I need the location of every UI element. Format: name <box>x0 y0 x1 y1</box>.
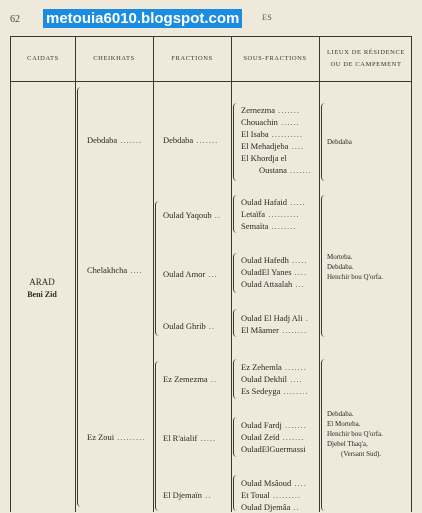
brace-oulad-yaqoub <box>233 195 239 233</box>
sous-fraction-item: Oulad Hafedh ..... <box>241 255 308 265</box>
sous-fraction-item: Oulad Dekhil .... <box>241 374 303 384</box>
sous-fraction-item: Oulad Fardj ....... <box>241 420 307 430</box>
sous-fraction-item: Oulad Hafaid ..... <box>241 197 306 207</box>
header-lieux <box>319 37 413 81</box>
brace-oulad-amor <box>233 253 239 293</box>
lieu-line: Djebel Thaq'a, <box>327 440 368 448</box>
brace-oulad-ghrib <box>233 309 239 337</box>
fraction-oulad-amor: Oulad Amor ... <box>163 269 218 279</box>
sous-fraction-item: El Mehadjeba .... <box>241 141 305 151</box>
lieu-line: Henchir bou Q'orfa. <box>327 430 383 438</box>
cheikhat-ez-zoui: Ez Zoui ......... <box>87 432 146 442</box>
fraction-el-djemain: El Djemaïn .. <box>163 490 212 500</box>
sous-fraction-item: Zernezma ....... <box>241 105 300 115</box>
sous-fraction-item: OuladEl Yanes .... <box>241 267 308 277</box>
sous-fraction-item: Et Toual ......... <box>241 490 302 500</box>
sous-fraction-item: Es Sedeyga ........ <box>241 386 309 396</box>
sous-fraction-item: El Mâamer ........ <box>241 325 308 335</box>
caidat-brace <box>77 87 83 507</box>
lieu-line: (Versant Sud). <box>341 450 382 458</box>
header-fractions: FRACTIONS <box>171 55 213 62</box>
column-rule <box>153 37 154 512</box>
sous-fraction-item: OuladElGuermassi <box>241 444 306 454</box>
sous-fraction-item: Oustana ....... <box>259 165 312 175</box>
header-cheikhats: CHEIKHATS <box>93 55 135 62</box>
header-lieux-line1: LIEUX DE RÉSIDENCE <box>327 49 405 56</box>
fraction-oulad-yaqoub: Oulad Yaqoub .. <box>163 210 222 220</box>
sous-fraction-item: Oulad El Hadj Ali . <box>241 313 309 323</box>
watermark: metouia6010.blogspot.com <box>43 9 242 28</box>
sous-fraction-item: Oulad Zeïd ....... <box>241 432 305 442</box>
column-rule <box>231 37 232 512</box>
brace-el-djemain <box>233 475 239 511</box>
column-rule <box>75 37 76 512</box>
brace-ez-zemezma <box>233 359 239 399</box>
header-sous-fractions: SOUS-FRACTIONS <box>243 55 307 62</box>
fraction-el-raialif: El R'aialif ..... <box>163 433 217 443</box>
lieu-line: Debdaba. <box>327 263 354 271</box>
sous-fraction-item: Chouachin ...... <box>241 117 300 127</box>
fraction-oulad-ghrib: Oulad Ghrib .. <box>163 321 216 331</box>
caidat-name: ARAD <box>29 277 55 287</box>
brace-debdaba <box>233 103 239 181</box>
sous-fraction-item: Oulad Attaalah ... <box>241 279 305 289</box>
lieu-line: Debdaba. <box>327 410 354 418</box>
header-lieux-line2: OU DE CAMPEMENT <box>330 61 402 68</box>
sous-fraction-item: El Isaba .......... <box>241 129 303 139</box>
tribes-table <box>10 36 412 512</box>
cheikhat-chelakhcha: Chelakhcha .... <box>87 265 143 275</box>
sous-fraction-item: Ez Zehemla ....... <box>241 362 307 372</box>
fraction-debdaba: Debdaba ....... <box>163 135 219 145</box>
lieu-line: El Morteba. <box>327 420 361 428</box>
caidat-subtitle: Beni Zid <box>27 290 57 299</box>
lieu-line: Debdaba <box>327 138 352 146</box>
page-number: 62 <box>10 14 20 25</box>
fraction-ez-zemezma: Ez Zemezma .. <box>163 374 217 384</box>
column-rule <box>319 37 320 512</box>
sous-fraction-item: El Khordja el <box>241 153 287 163</box>
sous-fraction-item: Letaïfa .......... <box>241 209 300 219</box>
cheikhat-brace-ez-zoui <box>155 361 161 511</box>
lieu-line: Henchir bou Q'orfa. <box>327 273 383 281</box>
sous-fraction-item: Oulad Msâoud .... <box>241 478 307 488</box>
brace-el-raialif <box>233 417 239 457</box>
sous-fraction-item: Oulad Djemâa .. <box>241 502 300 512</box>
cheikhat-brace-chelakhcha <box>155 201 161 336</box>
header-rule <box>11 81 411 82</box>
running-header-fragment: ES <box>262 13 273 22</box>
header-caidats: CAIDATS <box>27 55 59 62</box>
lieu-line: Morteba. <box>327 253 353 261</box>
cheikhat-debdaba: Debdaba ....... <box>87 135 143 145</box>
sous-fraction-item: Semaïta ........ <box>241 221 297 231</box>
